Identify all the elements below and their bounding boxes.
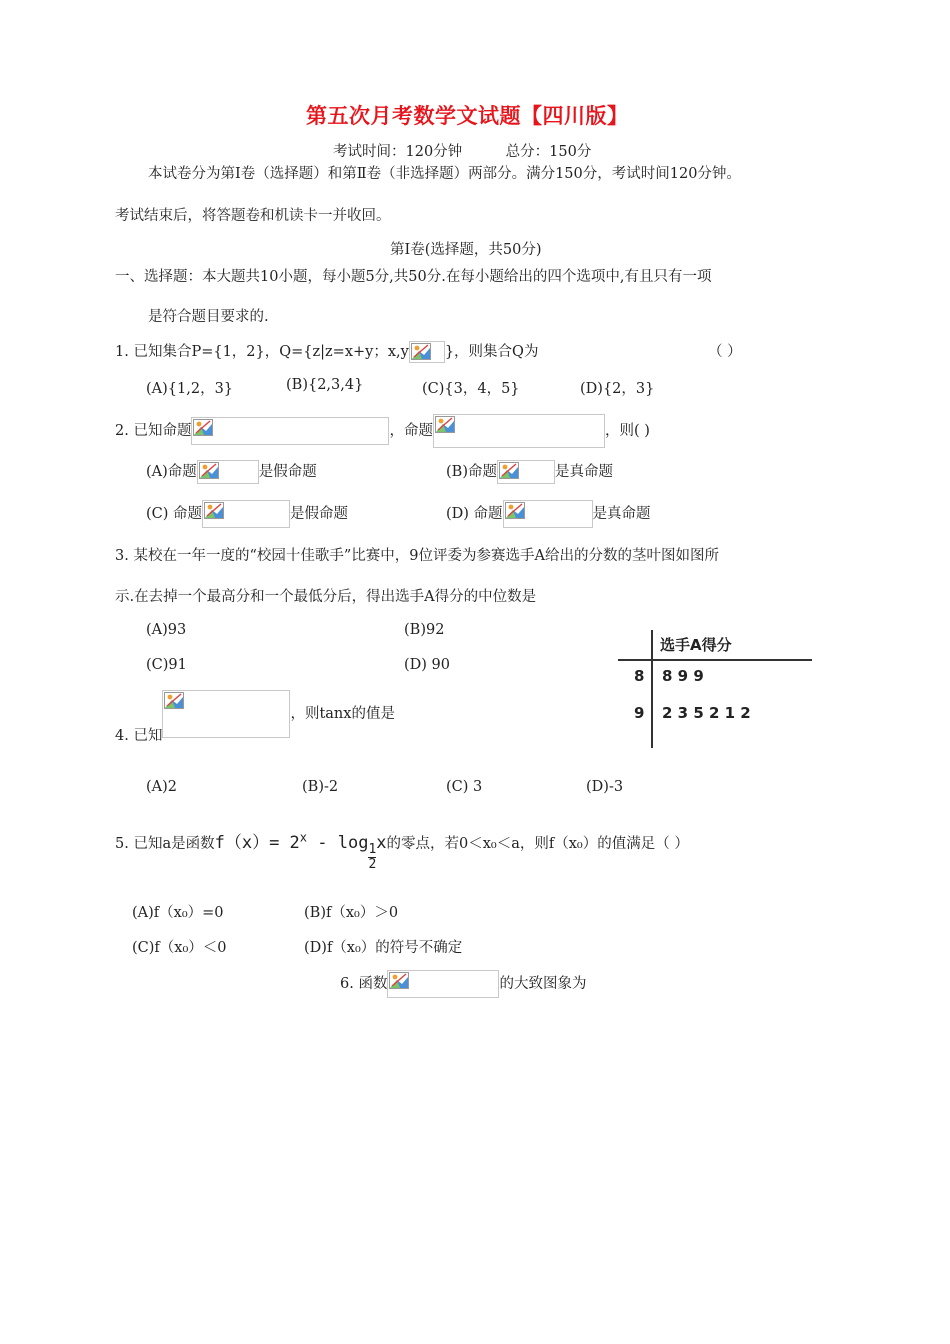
stem-value: 9 [634,704,645,722]
q5-option-c: (C)f（x₀）＜0 [132,940,227,956]
broken-image-icon [162,690,290,738]
leaf-values: 2 3 5 2 1 2 [662,704,751,722]
q2-option-c-pre: (C) 命题 [146,506,203,522]
q2-stem-a: 2. 已知命题 [115,423,192,439]
formula-fraction [368,843,376,872]
q1-option-a: (A){1,2，3} [146,381,234,397]
broken-image-icon [503,500,593,528]
q5-option-a: (A)f（x₀）=0 [132,905,224,921]
intro-line-2: 考试结束后，将答题卷和机读卡一并收回。 [115,208,391,224]
q3-option-c: (C)91 [146,657,187,673]
q5-stem-pre: 5. 已知a是函数 [115,836,215,852]
question-6 [340,970,586,998]
q1-option-c: (C){3，4，5} [422,381,520,397]
stem-value: 8 [634,667,645,685]
q1-option-b: (B){2,3,4} [286,377,364,393]
q2-stem-b: ，命题 [389,423,433,439]
fraction-denominator: 2 [368,856,377,872]
q2-option-d-pre: (D) 命题 [446,506,503,522]
q3-option-a: (A)93 [146,622,187,638]
broken-image-icon [409,341,445,363]
broken-image-icon [433,414,605,448]
q5-formula [214,830,387,872]
fraction-numerator: 1 [368,841,377,857]
q1-stem-before: 1. 已知集合P={1，2}，Q={z|z=x+y；x,y [115,344,409,360]
q2-stem-c: ，则( ) [604,423,650,439]
q3-option-d: (D) 90 [404,657,450,673]
stem-divider-line [651,630,653,748]
q2-option-c [146,500,348,528]
broken-image-icon [387,970,499,998]
formula-part: f（x）= 2 [214,833,300,853]
q3-line-1: 3. 某校在一年一度的“校园十佳歌手”比赛中，9位评委为参赛选手A给出的分数的茎叶图如图所 [115,548,719,564]
page-title: 第五次月考数学文试题【四川版】 [306,103,629,128]
intro-line-1: 本试卷分为第Ⅰ卷（选择题）和第Ⅱ卷（非选择题）两部分。满分150分，考试时间120分钟。 [148,166,741,182]
broken-image-icon [197,460,259,484]
q1-stem-after: }，则集合Q为 [444,344,539,360]
q2-option-a [146,460,317,484]
q2-option-a-pre: (A)命题 [146,464,197,480]
q2-option-d [446,500,651,528]
stem-leaf-header: 选手A得分 [660,636,732,654]
q5-option-b: (B)f（x₀）＞0 [304,905,399,921]
formula-part: - log [307,833,369,853]
q3-option-b: (B)92 [404,622,445,638]
q1-option-d: (D){2，3} [580,381,655,397]
question-5 [115,828,689,872]
formula-exponent: x [299,830,308,845]
q3-line-2: 示.在去掉一个最高分和一个最低分后，得出选手A得分的中位数是 [115,589,537,605]
section-instruction-1: 一、选择题：本大题共10小题，每小题5分,共50分.在每小题给出的四个选项中,有且只有一项 [115,269,712,285]
q5-option-d: (D)f（x₀）的符号不确定 [304,940,463,956]
q2-option-d-post: 是真命题 [592,506,651,522]
q2-option-b-post: 是真命题 [554,464,613,480]
stem-leaf-plot [604,628,816,752]
q5-stem-post: 的零点，若0＜x₀＜a，则f（x₀）的值满足（ ） [386,836,689,852]
leaf-values: 8 9 9 [662,667,704,685]
q2-option-c-post: 是假命题 [290,506,349,522]
q6-stem-post: 的大致图象为 [499,976,587,992]
broken-image-icon [497,460,555,484]
question-1 [115,340,538,363]
exam-info: 考试时间：120分钟 总分：150分 [333,144,592,160]
q6-stem-pre: 6. 函数 [340,976,388,992]
question-2 [115,414,650,448]
q4-option-d: (D)-3 [586,779,624,795]
question-4 [115,690,395,744]
q2-option-b [446,460,613,484]
q1-answer-paren: （ ） [708,344,742,360]
broken-image-icon [191,417,389,445]
q2-option-a-post: 是假命题 [258,464,317,480]
q4-stem-pre: 4. 已知 [115,728,163,744]
section-heading: 第Ⅰ卷(选择题，共50分) [390,242,542,258]
formula-part: x [376,833,387,853]
q4-option-c: (C) 3 [446,779,483,795]
q4-option-a: (A)2 [146,779,178,795]
q4-option-b: (B)-2 [302,779,339,795]
section-instruction-2: 是符合题目要求的. [148,309,269,325]
header-divider-line [618,659,812,661]
q4-stem-post: ，则tanx的值是 [290,706,395,722]
broken-image-icon [202,500,290,528]
q2-option-b-pre: (B)命题 [446,464,497,480]
